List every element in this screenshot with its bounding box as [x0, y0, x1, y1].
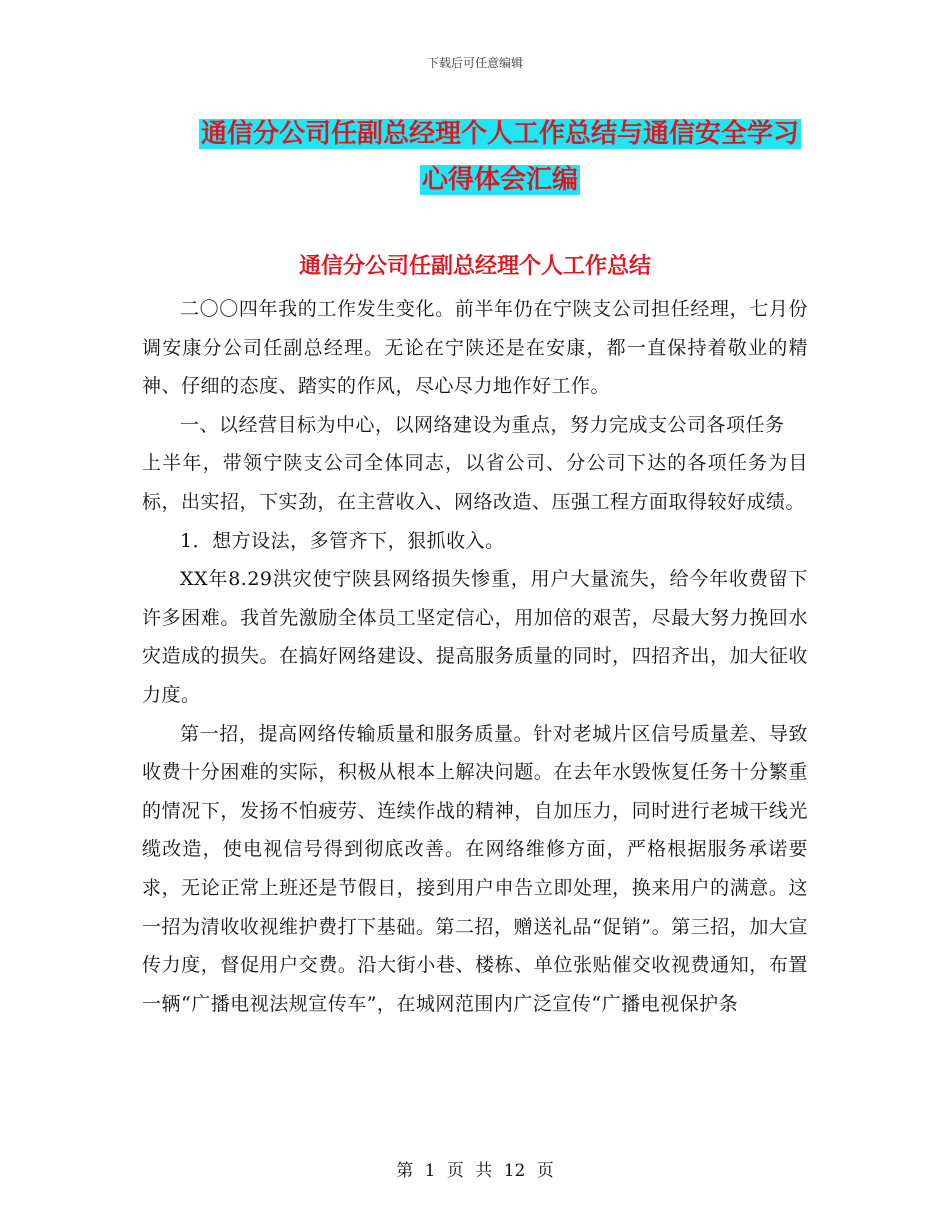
paragraph-heading-1: 一、以经营目标为中心，以网络建设为重点，努力完成支公司各项任务 — [180, 413, 785, 436]
section-title: 通信分公司任副总经理个人工作总结 — [298, 254, 651, 279]
document-title-line-2: 心得体会汇编 — [421, 165, 578, 195]
paragraph-subheading-1: 1．想方设法，多管齐下，狠抓收入。 — [180, 529, 505, 552]
document-title-line-1: 通信分公司任副总经理个人工作总结与通信安全学习 — [200, 119, 799, 149]
paragraph-intro: 二〇〇四年我的工作发生变化。前半年仍在宁陕支公司担任经理，七月份调安康分公司任副总经理。无论在宁陕还是在安康，都一直保持着敬业的精神、仔细的态度、踏实的作风，尽心尽力地作好工作。 — [142, 298, 808, 398]
page-footer: 第 1 页 共 12 页 — [396, 1161, 554, 1181]
paragraph-flood: XX年8.29洪灾使宁陕县网络损失惨重，用户大量流失，给今年收费留下许多困难。我首先激励全体员工坚定信心，用加倍的艰苦，尽最大努力挽回水灾造成的损失。在搞好网络建设、提高服务质量的同时，四招齐出，加大征收力度。 — [142, 568, 808, 706]
paragraph-first-measure: 第一招，提高网络传输质量和服务质量。针对老城片区信号质量差、导致收费十分困难的实际，积极从根本上解决问题。在去年水毁恢复任务十分繁重的情况下，发扬不怕疲劳、连续作战的精神，自加压力，同时进行老城干线光缆改造，使电视信号得到彻底改善。在网络维修方面，严格根据服务承诺要求，无论正常上班还是节假日，接到用户申告立即处理，换来用户的满意。这一招为清收收视维护费打下基础。第二招，赠送礼品“促销”。第三招，加大宣传力度，督促用户交费。沿大街小巷、楼栋、单位张贴催交收视费通知，布置一辆“广播电视法规宣传车”，在城网范围内广泛宣传“广播电视保护条 — [142, 722, 808, 1015]
header-note: 下载后可任意编辑 — [426, 56, 523, 70]
body-text — [142, 290, 808, 1023]
document-title — [150, 111, 850, 203]
paragraph-first-half: 上半年，带领宁陕支公司全体同志，以省公司、分公司下达的各项任务为目标，出实招，下实劲，在主营收入、网络改造、压强工程方面取得较好成绩。 — [142, 452, 808, 513]
